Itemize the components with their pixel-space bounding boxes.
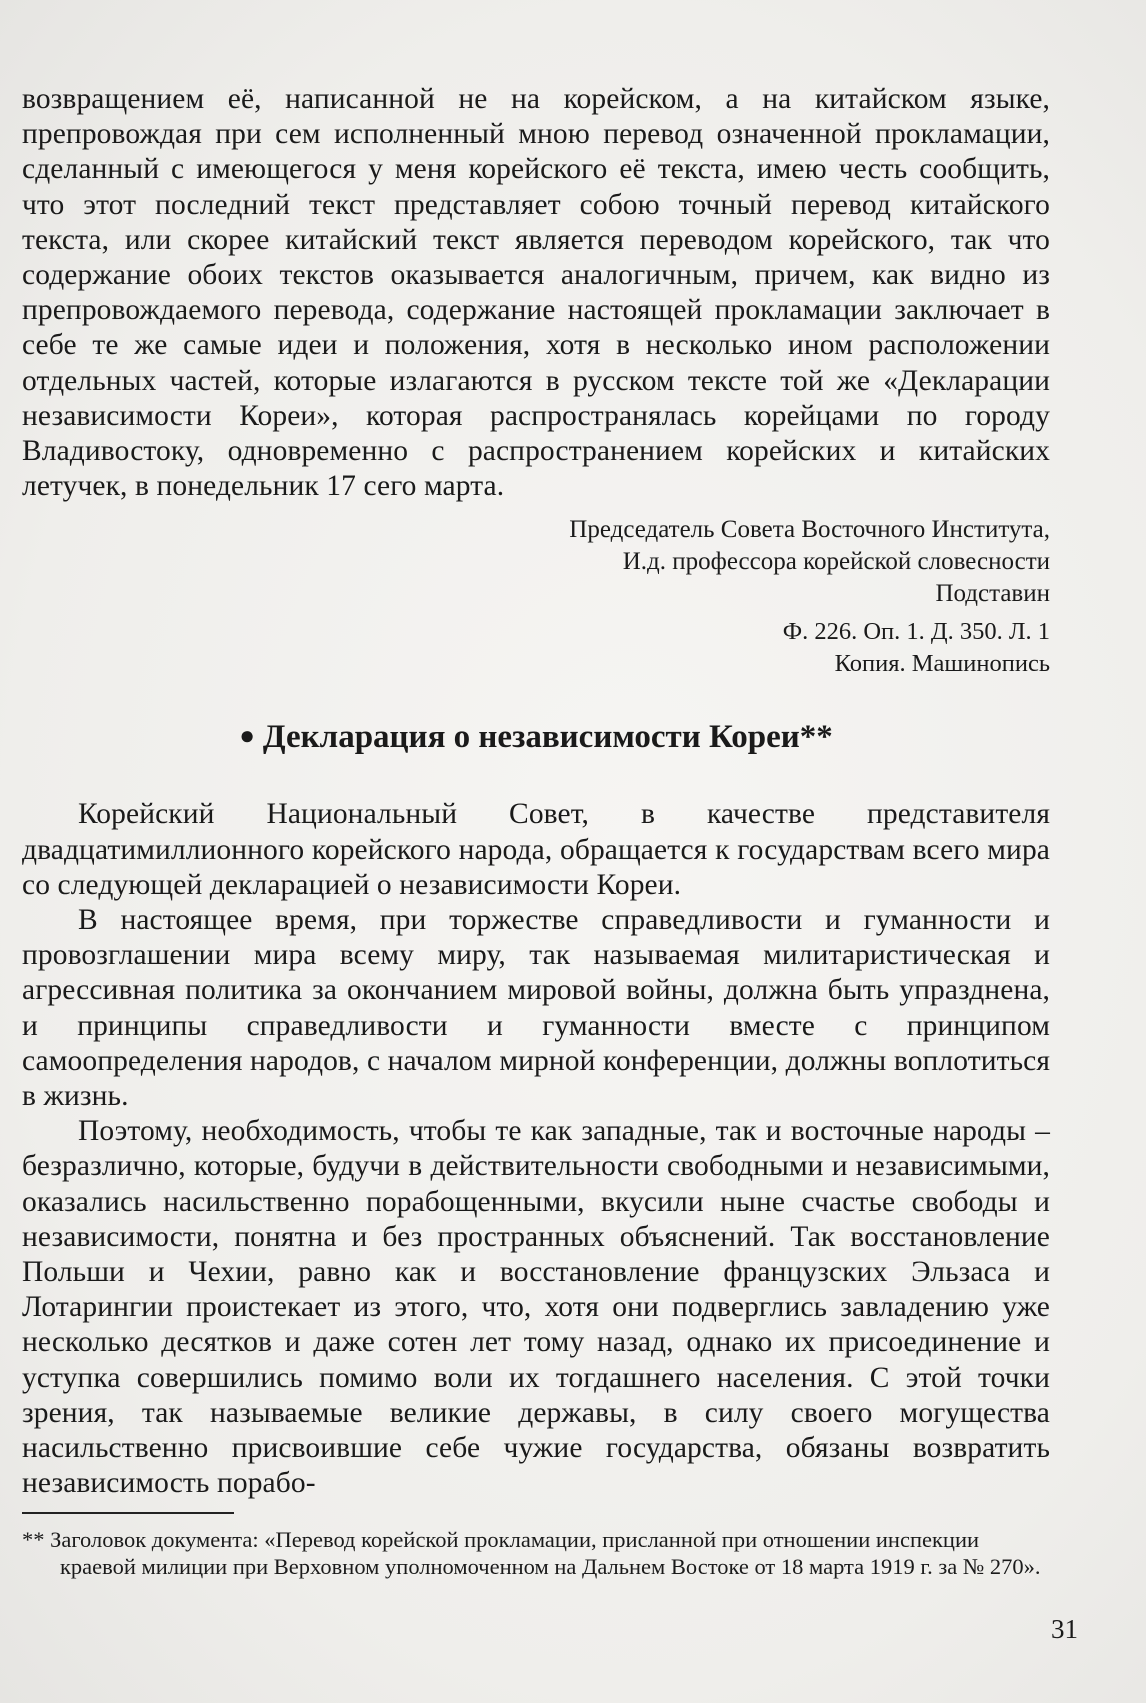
archive-copy-type: Копия. Машинопись xyxy=(834,650,1050,678)
text-column xyxy=(22,82,1050,1581)
archive-reference-block xyxy=(22,616,1050,680)
paragraph-3: Поэтому, необходимость, чтобы те как западные, так и восточные народы – безразлично, которые, будучи в действительности свободными и независимыми, оказались насильственно порабощенными, вкусили ныне счастье свободы и независимости, понятна и без пространных объяснений. Так восстановление Польши и Чехии, равно как и восстановление французских Эльзаса и Лотарингии проистекает из этого, что, хотя они подверглись завладению уже несколько десятков и даже сотен лет тому назад, однако их присоединение и уступка совершились помимо воли их тогдашнего населения. С этой точки зрения, так называемые великие державы, в силу своего могущества насильственно присвоившие себе чужие государства, обязаны возвратить независимость порабо- xyxy=(22,1115,1050,1500)
footnote: ** Заголовок документа: «Перевод корейской прокламации, присланной при отношении инспекции краевой милиции при Верховном уполномоченном на Дальнем Востоке от 18 марта 1919 г. за № 270». xyxy=(22,1526,1041,1579)
footnote-divider xyxy=(22,1512,234,1514)
archive-reference: Ф. 226. Оп. 1. Д. 350. Л. 1 xyxy=(782,618,1050,646)
section-heading xyxy=(22,716,1050,757)
page-number: 31 xyxy=(1051,1614,1078,1644)
signature-line-1: Председатель Совета Восточного Института, xyxy=(569,516,1050,544)
top-paragraph: возвращением её, написанной не на корейском, а на китайском языке, препровождая при сем исполненный мною перевод означенной прокламации, сделанный с имеющегося у меня корейского её текста, имею честь сообщить, что этот последний текст представляет собою точный перевод китайского текста, или скорее китайский текст является переводом корейского, так что содержание обоих текстов оказывается аналогичным, причем, как видно из препровождаемого перевода, содержание настоящей прокламации заключает в себе те же самые идеи и положения, хотя в несколько ином расположении отдельных частей, которые излагаются в русском тексте той же «Декларации независимости Кореи», которая распространялась корейцами по городу Владивостоку, одновременно с распространением корейских и китайских летучек, в понедельник 17 сего марта. xyxy=(22,83,1050,503)
paragraph-2: В настоящее время, при торжестве справедливости и гуманности и провозглашении мира всему миру, так называемая милитаристическая и агрессивная политика за окончанием мировой войны, должна быть упразднена, и принципы справедливости и гуманности вместе с принципом самоопределения народов, с началом мирной конференции, должны воплотиться в жизнь. xyxy=(22,904,1050,1113)
signature-line-2: И.д. профессора корейской словесности xyxy=(622,548,1050,576)
heading-title: Декларация о независимости Кореи** xyxy=(262,719,833,756)
signature-line-3: Подставин xyxy=(935,580,1050,608)
bullet-icon: ● xyxy=(239,721,255,751)
signature-block xyxy=(22,514,1050,610)
paragraph-1: Корейский Национальный Совет, в качестве представителя двадцатимиллионного корейского народа, обращается к государствам всего мира со следующей декларацией о независимости Кореи. xyxy=(22,798,1050,901)
